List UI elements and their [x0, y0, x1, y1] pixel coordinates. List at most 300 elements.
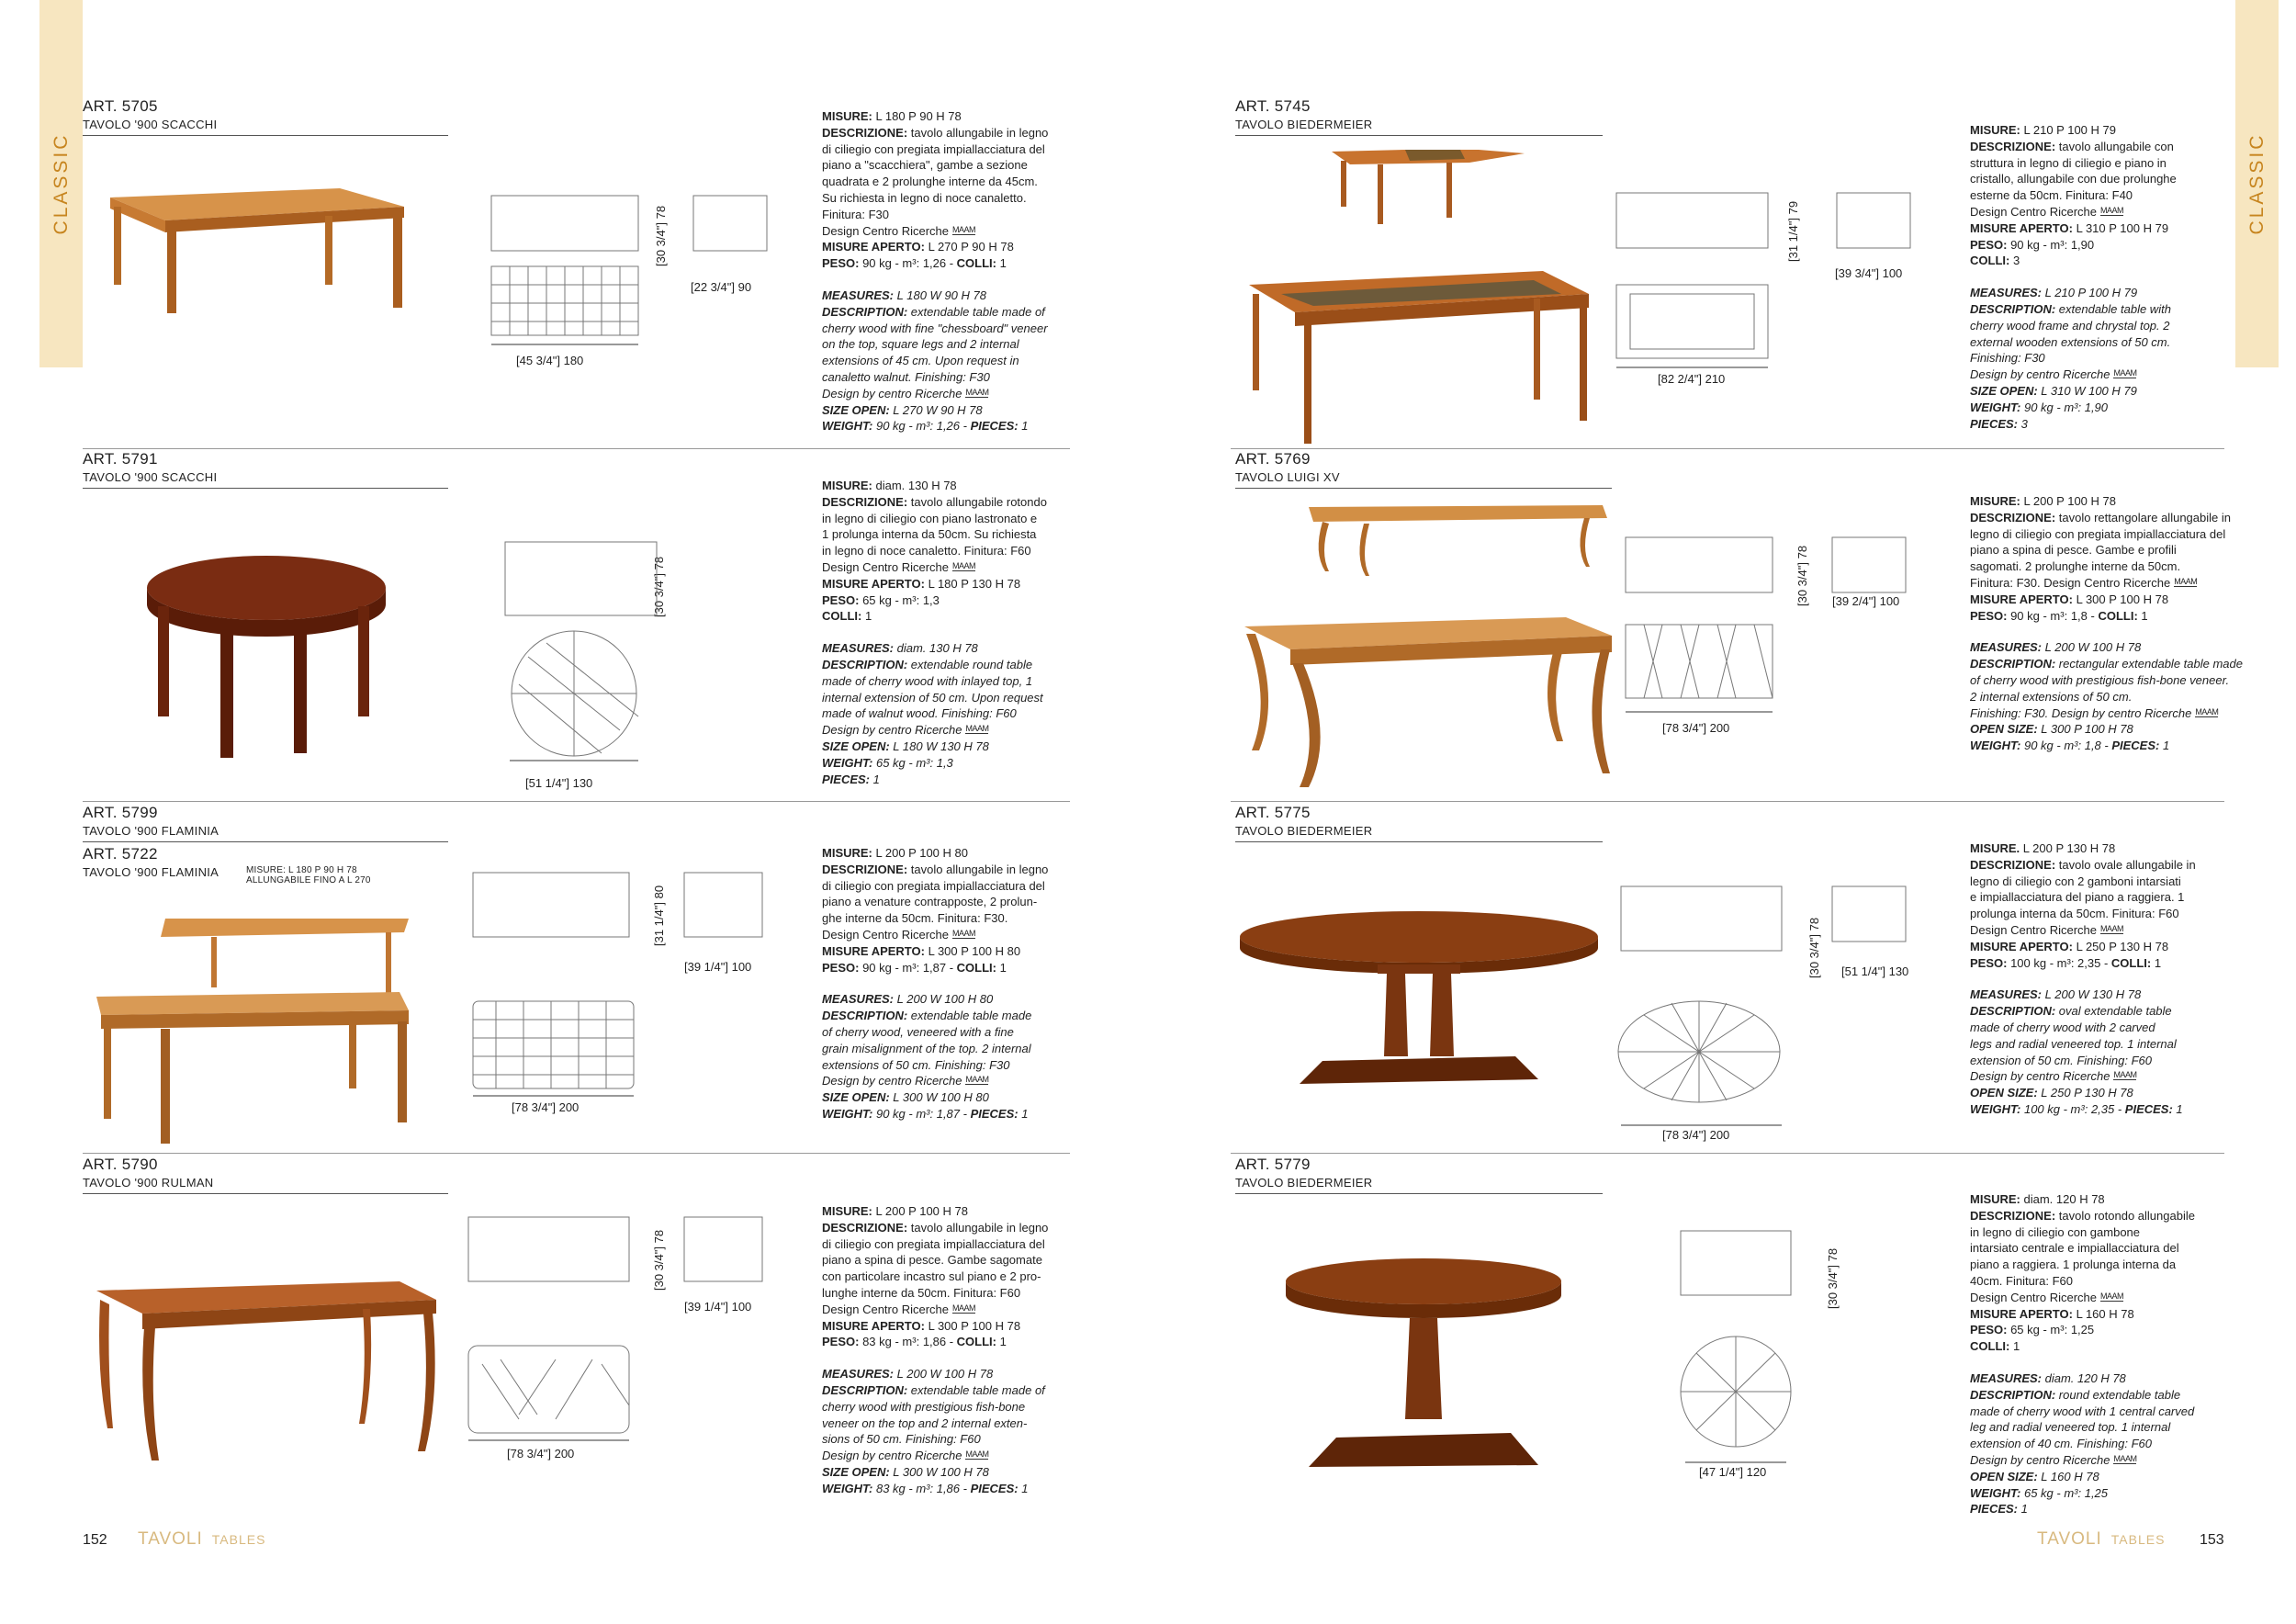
spec-value: 90 kg - m³: 1,26 -	[859, 256, 957, 271]
spec-value: 2 internal extensions of 50 cm.	[1970, 689, 2133, 704]
spec-value: e impiallacciatura del piano a raggiera. 1	[1970, 890, 2185, 905]
spec-label: PIECES:	[970, 1106, 1019, 1121]
spec-value: cristallo, allungabile con due prolunghe	[1970, 172, 2177, 186]
page-number-right: 153	[2200, 1532, 2224, 1548]
spec-line-en	[1970, 1501, 2195, 1517]
article-number: ART. 5705	[83, 97, 158, 115]
spec-label: OPEN SIZE:	[1970, 1469, 2038, 1483]
product-name: TAVOLO '900 RULMAN	[83, 1176, 214, 1190]
spec-line-en	[822, 1106, 1048, 1122]
spec-line-it	[1970, 1240, 2195, 1257]
spec-value: Finitura: F30	[822, 207, 889, 221]
spec-label: DESCRIPTION:	[1970, 1387, 2056, 1402]
spec-line-en	[1970, 400, 2177, 416]
product-header	[83, 450, 217, 484]
article-number: ART. 5769	[1235, 450, 1311, 468]
spec-label: MISURE APERTO:	[822, 1318, 925, 1333]
header-underline	[1235, 135, 1603, 136]
spec-label: OPEN SIZE:	[1970, 1086, 2038, 1100]
spec-value: 1 prolunga interna da 50cm. Su richiesta	[822, 527, 1037, 542]
spec-label: DESCRIZIONE:	[1970, 1208, 2056, 1223]
product-specs	[1970, 122, 2177, 432]
spec-label: MEASURES:	[822, 992, 895, 1007]
spec-line-en	[822, 1057, 1048, 1074]
spec-value: 83 kg - m³: 1,86 -	[872, 1481, 971, 1495]
spec-value: L 160 H 78	[2037, 1469, 2099, 1483]
dimension-width: [22 3/4"] 90	[691, 280, 752, 294]
spec-label: OPEN SIZE:	[1970, 722, 2038, 737]
product-name: TAVOLO LUIGI XV	[1235, 470, 1340, 484]
spec-value: tavolo allungabile con	[2055, 139, 2174, 153]
maam-logo: MAAM	[965, 387, 989, 397]
spec-value: L 250 P 130 H 78	[2072, 939, 2169, 953]
spec-value: L 210 P 100 H 79	[2042, 286, 2138, 300]
spec-value: tavolo allungabile in legno	[907, 862, 1049, 876]
spec-value: 90 kg - m³: 1,87 -	[872, 1106, 971, 1121]
spec-line-en	[822, 1448, 1048, 1464]
spec-line-it	[822, 1220, 1048, 1236]
spec-label: MISURE.	[1970, 841, 2020, 855]
spec-line-it	[1970, 857, 2196, 874]
spec-label: MEASURES:	[822, 1367, 895, 1382]
spec-value: di ciliegio con pregiata impiallacciatura del	[822, 1236, 1045, 1251]
maam-logo: MAAM	[2113, 1070, 2137, 1080]
spec-line-it	[1970, 1306, 2195, 1323]
spec-label: PESO:	[822, 592, 860, 607]
spec-line-it	[1970, 122, 2177, 139]
dimension-width: [39 3/4"] 100	[1835, 266, 1903, 280]
product-specs	[1970, 840, 2196, 1118]
spec-value: extensions of 50 cm. Finishing: F30	[822, 1057, 1010, 1072]
spec-value: 90 kg - m³: 1,90	[2007, 237, 2095, 252]
spec-value: 83 kg - m³: 1,86 -	[859, 1335, 957, 1349]
spec-line-it	[1970, 1273, 2195, 1290]
spec-label: SIZE OPEN:	[822, 1464, 890, 1479]
spec-value: L 180 P 90 H 78	[872, 109, 962, 123]
spec-value: L 180 W 130 H 78	[889, 739, 989, 753]
spec-line-en	[822, 386, 1048, 402]
maam-logo: MAAM	[2195, 706, 2219, 716]
spec-line-en	[1970, 1053, 2196, 1069]
header-underline	[83, 135, 448, 136]
spec-gap	[822, 1350, 1048, 1366]
spec-value: extension of 40 cm. Finishing: F60	[1970, 1437, 2152, 1451]
spec-line-it	[1970, 204, 2177, 220]
spec-value: in legno di ciliegio con gambone	[1970, 1224, 2141, 1239]
spec-line-it	[822, 943, 1048, 960]
spec-label: PIECES:	[822, 772, 871, 786]
spec-label: DESCRIZIONE:	[822, 862, 908, 876]
spec-value: L 200 W 100 H 78	[2042, 640, 2142, 655]
technical-drawing-5779	[1676, 1226, 1814, 1465]
spec-value: extendable table with	[2055, 301, 2171, 316]
product-photo-5790	[87, 1272, 441, 1465]
spec-value: piano a "scacchiera", gambe a sezione	[822, 158, 1028, 173]
spec-line-it	[822, 1203, 1048, 1220]
header-underline	[1235, 841, 1603, 842]
spec-value: lunghe interne da 50cm. Finitura: F60	[822, 1285, 1021, 1300]
dimension-length: [51 1/4"] 130	[525, 776, 593, 790]
spec-label: MISURE APERTO:	[1970, 220, 2073, 235]
maam-logo: MAAM	[952, 560, 976, 570]
spec-value: 90 kg - m³: 1,8 -	[2020, 739, 2112, 753]
spec-value: piano a spina di pesce. Gambe e profili	[1970, 543, 2177, 558]
spec-value: of cherry wood with prestigious fish-bone veneer.	[1970, 672, 2230, 687]
spec-value: L 160 H 78	[2072, 1306, 2134, 1321]
section-tab-right: CLASSIC	[2235, 0, 2279, 367]
spec-line-it	[1970, 592, 2243, 608]
spec-line-it	[1970, 608, 2243, 625]
spec-value: extendable table made	[907, 1009, 1032, 1023]
spec-label: WEIGHT:	[1970, 400, 2021, 414]
spec-value: L 300 P 100 H 80	[924, 943, 1021, 958]
spec-line-it	[1970, 253, 2177, 269]
spec-label: MEASURES:	[1970, 987, 2043, 1002]
spec-line-it	[822, 1302, 1048, 1318]
spec-value: tavolo rotondo allungabile	[2055, 1208, 2195, 1223]
spec-label: DESCRIPTION:	[822, 1382, 908, 1397]
product-5722-header	[83, 845, 219, 879]
spec-value: made of cherry wood with 2 carved	[1970, 1020, 2155, 1034]
spec-line-it	[1970, 526, 2243, 543]
spec-value: L 180 P 130 H 78	[924, 576, 1021, 591]
product-photo-5769	[1235, 498, 1621, 792]
spec-value: sions of 50 cm. Finishing: F60	[822, 1432, 981, 1447]
spec-value: legno di ciliegio con pregiata impiallacciatura del	[1970, 526, 2226, 541]
spec-line-it	[822, 174, 1048, 190]
spec-line-en	[1970, 721, 2243, 738]
spec-line-it	[822, 1252, 1048, 1269]
spec-label: PESO:	[822, 1335, 860, 1349]
spec-line-it	[1970, 1224, 2195, 1241]
spec-value: L 300 W 100 H 78	[889, 1464, 989, 1479]
spec-value: con particolare incastro sul piano e 2 pro-	[822, 1269, 1041, 1284]
spec-value: intarsiato centrale e impiallacciatura del	[1970, 1241, 2179, 1256]
spec-line-it	[1970, 1191, 2195, 1208]
footer-category-left: TAVOLI TABLES	[138, 1529, 266, 1549]
spec-label: DESCRIZIONE:	[1970, 857, 2056, 872]
spec-value: 3	[2018, 416, 2028, 431]
spec-label: MEASURES:	[822, 641, 895, 656]
spec-value: diam. 120 H 78	[2020, 1192, 2105, 1206]
spec-line-en	[1970, 1068, 2196, 1085]
spec-line-en	[1970, 301, 2177, 318]
product-header	[1235, 450, 1340, 484]
spec-line-en	[822, 1415, 1048, 1432]
spec-label: DESCRIPTION:	[822, 657, 908, 671]
maam-logo: MAAM	[952, 928, 976, 938]
spec-label: PESO:	[822, 256, 860, 271]
spec-line-en	[822, 353, 1048, 369]
spec-label: WEIGHT:	[822, 755, 873, 770]
spec-line-en	[822, 657, 1047, 673]
spec-value: tavolo allungabile in legno	[907, 125, 1049, 140]
spec-label: PIECES:	[2111, 739, 2160, 753]
spec-value: 90 kg - m³: 1,87 -	[859, 960, 957, 975]
dimension-width: [51 1/4"] 130	[1841, 964, 1909, 978]
product-name: TAVOLO '900 FLAMINIA	[83, 824, 219, 838]
spec-label: COLLI:	[956, 1335, 996, 1349]
spec-value: round extendable table	[2055, 1387, 2181, 1402]
spec-value: Design Centro Ricerche	[822, 927, 950, 942]
spec-value: L 210 P 100 H 79	[2020, 123, 2116, 137]
spec-line-en	[1970, 1387, 2195, 1404]
spec-line-it	[1970, 575, 2243, 592]
article-number: ART. 5790	[83, 1156, 158, 1173]
spec-label: PIECES:	[2124, 1101, 2173, 1116]
spec-line-it	[822, 960, 1048, 976]
dimension-length: [82 2/4"] 210	[1658, 372, 1726, 386]
spec-line-it	[822, 478, 1047, 494]
spec-label: COLLI:	[2110, 955, 2152, 970]
spec-label: MISURE:	[822, 109, 872, 123]
spec-value: cherry wood with fine "chessboard" veneer	[822, 321, 1048, 335]
spec-line-en	[1970, 1404, 2195, 1420]
spec-value: ghe interne da 50cm. Finitura: F30.	[822, 911, 1008, 926]
product-name: TAVOLO '900 SCACCHI	[83, 470, 218, 484]
spec-value: Design Centro Ricerche	[1970, 204, 2098, 219]
maam-logo: MAAM	[965, 1449, 989, 1460]
spec-value: oval extendable table	[2055, 1004, 2172, 1019]
spec-line-en	[822, 1399, 1048, 1415]
spec-value: of cherry wood, veneered with a fine	[822, 1024, 1014, 1039]
spec-value: Design Centro Ricerche	[1970, 922, 2098, 937]
spec-line-en	[822, 1431, 1048, 1448]
spec-line-it	[822, 1285, 1048, 1302]
spec-line-en	[822, 1041, 1048, 1057]
separator	[1231, 801, 2224, 802]
spec-line-en	[822, 772, 1047, 788]
spec-line-en	[1970, 1485, 2195, 1502]
spec-value: cherry wood with prestigious fish-bone	[822, 1399, 1026, 1414]
product-photo-5775	[1235, 909, 1603, 1093]
spec-value: 100 kg - m³: 2,35 -	[2007, 955, 2111, 970]
spec-value: in legno di ciliegio con piano lastronato e	[822, 511, 1038, 525]
spec-label: MISURE:	[1970, 1192, 2020, 1206]
spec-line-it	[822, 157, 1048, 174]
spec-value: internal extension of 50 cm. Upon request	[822, 690, 1043, 705]
spec-line-it	[1970, 1257, 2195, 1273]
spec-line-en	[1970, 1370, 2195, 1387]
spec-label: COLLI:	[956, 960, 996, 975]
separator	[83, 801, 1070, 802]
spec-line-en	[1970, 383, 2177, 400]
spec-value: Design by centro Ricerche	[822, 723, 962, 738]
spec-value: 90 kg - m³: 1,26 -	[872, 419, 971, 434]
spec-line-en	[822, 288, 1048, 304]
dimension-width: [39 1/4"] 100	[684, 1300, 752, 1314]
product-photo-5705	[101, 179, 413, 317]
spec-line-en	[822, 1481, 1048, 1497]
dimension-length: [78 3/4"] 200	[512, 1100, 580, 1114]
spec-label: MISURE:	[1970, 123, 2020, 137]
spec-value: Design by centro Ricerche	[1970, 1452, 2110, 1467]
spec-value: 1	[996, 256, 1007, 271]
spec-line-it	[1970, 1208, 2195, 1224]
technical-drawing-5791	[501, 537, 666, 762]
product-name: TAVOLO '900 SCACCHI	[83, 118, 218, 131]
spec-line-it	[1970, 840, 2196, 857]
spec-label: DESCRIZIONE:	[1970, 139, 2056, 153]
spec-line-it	[822, 511, 1047, 527]
spec-label: MISURE APERTO:	[1970, 592, 2073, 606]
spec-value: L 300 W 100 H 80	[889, 1090, 989, 1105]
spec-value: legs and radial veneered top. 1 internal	[1970, 1036, 2177, 1051]
article-number: ART. 5745	[1235, 97, 1311, 115]
spec-value: L 200 P 100 H 80	[872, 846, 968, 860]
spec-value: sagomati. 2 prolunghe interne da 50cm.	[1970, 559, 2181, 574]
spec-line-en	[1970, 285, 2177, 301]
spec-value: veneer on the top and 2 internal exten-	[822, 1415, 1028, 1430]
spec-value: 65 kg - m³: 1,3	[872, 755, 953, 770]
spec-label: DESCRIZIONE:	[822, 1220, 908, 1235]
spec-line-it	[822, 559, 1047, 576]
spec-label: MEASURES:	[822, 288, 895, 302]
spec-line-en	[1970, 1452, 2195, 1469]
spec-value: piano a venature contrapposte, 2 prolun-	[822, 895, 1038, 909]
maam-logo: MAAM	[952, 1303, 976, 1313]
spec-value: Design by centro Ricerche	[822, 386, 962, 400]
technical-drawing-5745	[1612, 188, 1942, 372]
spec-line-it	[822, 910, 1048, 927]
spec-gap	[1970, 971, 2196, 987]
spec-label: WEIGHT:	[1970, 1485, 2021, 1500]
product-name: TAVOLO BIEDERMEIER	[1235, 824, 1373, 838]
spec-line-en	[1970, 1020, 2196, 1036]
spec-value: Design by centro Ricerche	[822, 1074, 962, 1088]
article-number: ART. 5799	[83, 804, 158, 821]
spec-line-it	[822, 255, 1048, 272]
spec-value: L 300 P 100 H 78	[2072, 592, 2169, 606]
maam-logo: MAAM	[2174, 576, 2198, 586]
spec-line-it	[1970, 139, 2177, 155]
spec-value: 65 kg - m³: 1,25	[2007, 1323, 2095, 1337]
spec-value: L 270 P 90 H 78	[924, 240, 1014, 254]
product-name: TAVOLO BIEDERMEIER	[1235, 118, 1373, 131]
spec-line-it	[822, 845, 1048, 862]
spec-line-en	[1970, 689, 2243, 705]
spec-line-en	[822, 304, 1048, 321]
spec-value: 65 kg - m³: 1,3	[859, 592, 940, 607]
spec-line-it	[822, 927, 1048, 943]
spec-value: Finishing: F30	[1970, 351, 2045, 366]
spec-line-en	[1970, 334, 2177, 351]
spec-label: WEIGHT:	[822, 1106, 873, 1121]
spec-label: COLLI:	[1970, 254, 2010, 268]
maam-logo: MAAM	[965, 1075, 989, 1085]
spec-label: MISURE:	[822, 846, 872, 860]
spec-value: Design Centro Ricerche	[822, 223, 950, 238]
spec-label: MISURE APERTO:	[1970, 939, 2073, 953]
spec-label: DESCRIPTION:	[1970, 657, 2056, 671]
spec-value: canaletto walnut. Finishing: F30	[822, 369, 990, 384]
spec-line-en	[822, 705, 1047, 722]
spec-value: on the top, square legs and 2 internal	[822, 337, 1019, 352]
spec-line-it	[822, 862, 1048, 878]
spec-value: quadrata e 2 prolunghe interne da 45cm.	[822, 175, 1038, 189]
spec-line-it	[822, 526, 1047, 543]
spec-value: L 200 W 100 H 80	[894, 992, 994, 1007]
spec-label: WEIGHT:	[822, 1481, 873, 1495]
spec-line-en	[1970, 705, 2243, 722]
spec-line-it	[822, 878, 1048, 895]
spec-line-en	[1970, 416, 2177, 433]
spec-line-en	[1970, 367, 2177, 383]
article-number: ART. 5791	[83, 450, 158, 468]
spec-line-it	[1970, 220, 2177, 237]
spec-value: legno di ciliegio con 2 gamboni intarsiati	[1970, 874, 2181, 888]
header-underline	[83, 841, 448, 842]
spec-label: COLLI:	[956, 256, 996, 271]
spec-label: MEASURES:	[1970, 640, 2043, 655]
spec-label: PESO:	[1970, 608, 2008, 623]
spec-label: DESCRIZIONE:	[1970, 510, 2056, 524]
product-header	[1235, 97, 1372, 131]
header-underline	[1235, 488, 1612, 489]
dimension-height: [30 3/4"] 78	[1826, 1247, 1840, 1309]
spec-line-en	[822, 739, 1047, 755]
spec-value: extendable table made of	[907, 1382, 1045, 1397]
maam-logo: MAAM	[2100, 205, 2124, 215]
maam-logo: MAAM	[952, 224, 976, 234]
spec-line-it	[822, 108, 1048, 125]
spec-line-it	[822, 1269, 1048, 1285]
spec-line-en	[822, 418, 1048, 434]
spec-line-en	[1970, 639, 2243, 656]
product-header	[83, 804, 219, 838]
product-photo-5779	[1281, 1254, 1566, 1474]
spec-value: L 200 W 100 H 78	[894, 1367, 994, 1382]
technical-drawing-5790	[464, 1212, 776, 1442]
spec-line-it	[1970, 542, 2243, 558]
spec-gap	[1970, 1355, 2195, 1370]
maam-logo: MAAM	[965, 724, 989, 734]
header-underline	[83, 1193, 448, 1194]
spec-line-en	[1970, 987, 2196, 1003]
spec-label: PIECES:	[970, 1481, 1019, 1495]
dimension-length: [47 1/4"] 120	[1699, 1465, 1767, 1479]
spec-value: extendable round table	[907, 657, 1033, 671]
spec-line-en	[822, 640, 1047, 657]
spec-line-en	[822, 755, 1047, 772]
product-name: TAVOLO '900 FLAMINIA	[83, 865, 219, 879]
spec-label: SIZE OPEN:	[1970, 383, 2038, 398]
spec-value: in legno di noce canaletto. Finitura: F60	[822, 544, 1031, 558]
spec-label: DESCRIPTION:	[1970, 1004, 2056, 1019]
spec-label: PESO:	[822, 960, 860, 975]
spec-line-en	[1970, 738, 2243, 754]
spec-value: Finishing: F30. Design by centro Ricerche	[1970, 705, 2192, 720]
spec-line-en	[822, 722, 1047, 739]
product-header	[83, 97, 217, 131]
maam-logo: MAAM	[2113, 368, 2137, 378]
spec-line-it	[1970, 237, 2177, 254]
dimension-length: [78 3/4"] 200	[1662, 1128, 1730, 1142]
header-underline	[1235, 1193, 1603, 1194]
product-specs	[822, 478, 1047, 787]
article-number: ART. 5775	[1235, 804, 1311, 821]
spec-value: tavolo allungabile rotondo	[907, 494, 1047, 509]
spec-line-it	[1970, 906, 2196, 922]
spec-line-en	[1970, 318, 2177, 334]
spec-value: diam. 120 H 78	[2042, 1370, 2126, 1385]
spec-line-it	[1970, 558, 2243, 575]
maam-logo: MAAM	[2100, 923, 2124, 933]
spec-value: Design Centro Ricerche	[822, 1302, 950, 1316]
dimension-length: [78 3/4"] 200	[507, 1447, 575, 1460]
product-header	[83, 1156, 214, 1190]
spec-gap	[1970, 269, 2177, 285]
